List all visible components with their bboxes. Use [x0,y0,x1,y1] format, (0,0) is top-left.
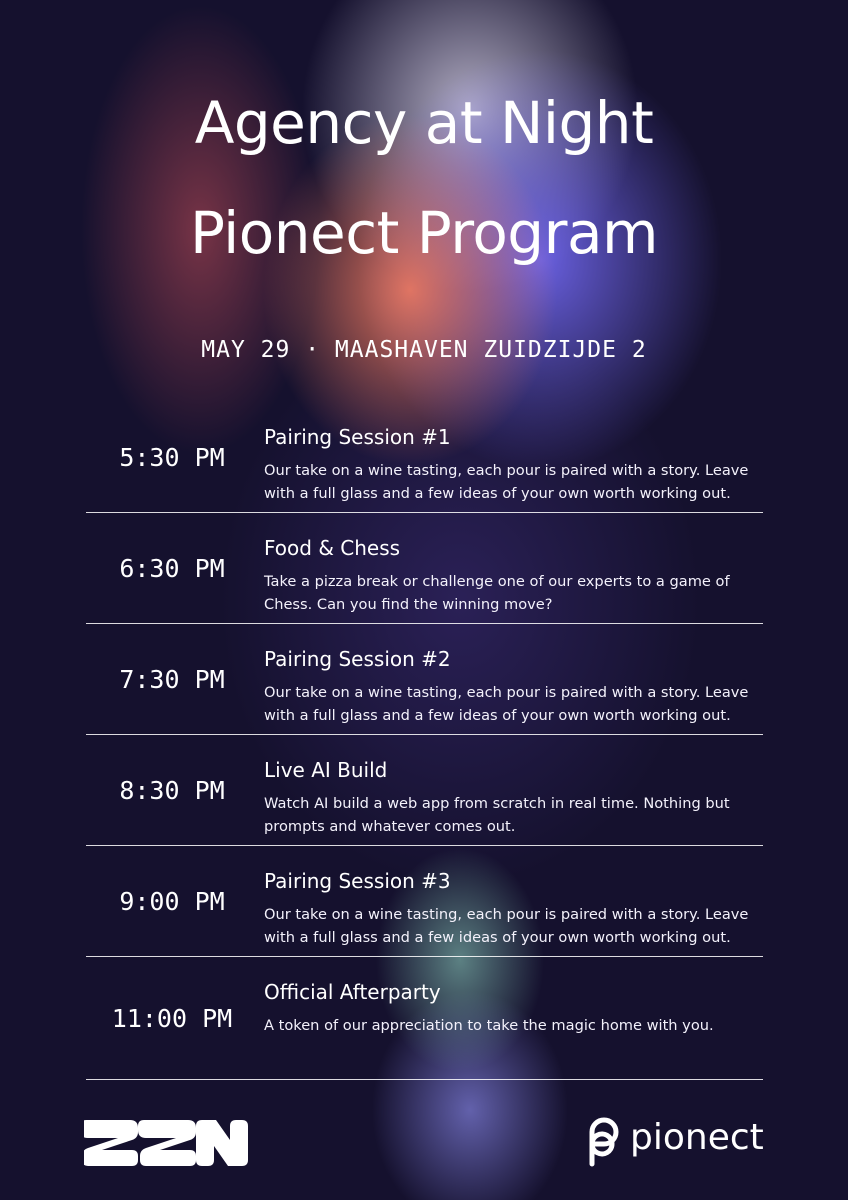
aan-logo-icon [84,1112,250,1168]
event-title: Official Afterparty [264,980,441,1004]
event-description: Our take on a wine tasting, each pour is paired with a story. Leave with a full glass and a few ideas of your own worth working out. [264,906,749,946]
date-location: MAY 29 · MAASHAVEN ZUIDZIJDE 2 [201,337,647,363]
event-description: Our take on a wine tasting, each pour is paired with a story. Leave with a full glass and a few ideas of your own worth working out. [264,684,749,724]
event-time: 8:30 PM [119,775,225,805]
schedule-row [86,957,763,1080]
schedule-row [86,735,763,846]
event-time: 11:00 PM [111,1003,233,1033]
pionect-wordmark: pionect [630,1117,764,1158]
event-description: A token of our appreciation to take the magic home with you. [264,1017,714,1034]
event-title: Pairing Session #3 [264,869,451,893]
title-line-2: Pionect Program [189,199,659,267]
schedule-row [86,402,763,513]
event-title: Food & Chess [264,536,401,560]
schedule-list [86,402,763,1080]
event-time: 5:30 PM [119,442,225,472]
event-description: Our take on a wine tasting, each pour is paired with a story. Leave with a full glass and a few ideas of your own worth working out. [264,462,749,502]
event-time: 6:30 PM [119,553,225,583]
event-description: Take a pizza break or challenge one of our experts to a game of Chess. Can you find the winning move? [264,573,730,613]
schedule-row [86,846,763,957]
event-time: 9:00 PM [119,886,225,916]
event-time: 7:30 PM [119,664,225,694]
schedule-row [86,513,763,624]
pionect-logo [578,1112,768,1170]
schedule-row [86,624,763,735]
event-title: Pairing Session #2 [264,647,451,671]
pionect-mark-icon [578,1114,626,1168]
event-description: Watch AI build a web app from scratch in real time. Nothing but prompts and whatever comes out. [264,795,730,835]
poster-title [0,88,848,268]
title-line-1: Agency at Night [194,89,654,157]
event-title: Live AI Build [264,758,388,782]
event-title: Pairing Session #1 [264,425,451,449]
aan-logo [84,1112,250,1168]
